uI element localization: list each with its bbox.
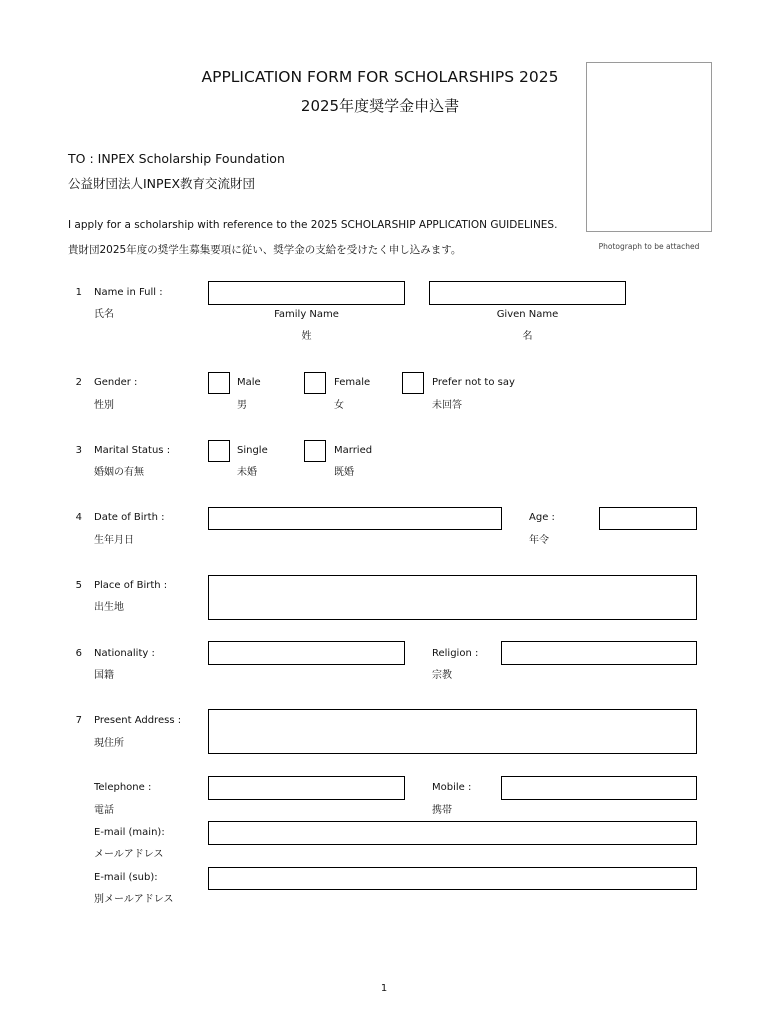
- gender-unspecified-label-en: Prefer not to say: [432, 377, 515, 388]
- addressee-jp: 公益財団法人INPEX教育交流財団: [68, 176, 256, 191]
- birth-date-label-en: Date of Birth :: [94, 512, 165, 523]
- marital-label-en: Marital Status :: [94, 445, 171, 456]
- email-main-label-en: E-mail (main):: [94, 827, 165, 838]
- email-sub-label-en: E-mail (sub):: [94, 872, 158, 883]
- birth-place-input[interactable]: [208, 575, 697, 620]
- marital-single-label-jp: 未婚: [237, 467, 257, 478]
- gender-female-label-en: Female: [334, 377, 371, 388]
- telephone-label-en: Telephone :: [94, 782, 152, 793]
- email-sub-label-jp: 別メールアドレス: [94, 894, 174, 905]
- section-number: 7: [75, 715, 82, 726]
- marital-label-jp: 婚姻の有無: [94, 467, 144, 478]
- gender-female-label-jp: 女: [334, 400, 344, 411]
- religion-label-jp: 宗教: [432, 670, 452, 681]
- marital-married-label-en: Married: [334, 445, 373, 456]
- gender-male-label-jp: 男: [237, 400, 247, 411]
- photo-box[interactable]: [586, 62, 712, 232]
- declaration-jp: 貴財団2025年度の奨学生募集要項に従い、奨学金の支給を受けたく申し込みます。: [68, 244, 462, 256]
- marital-single-label-en: Single: [237, 445, 268, 456]
- family-name-caption-jp: 姓: [301, 331, 312, 342]
- religion-input[interactable]: [501, 641, 697, 665]
- section-number: 5: [75, 580, 82, 591]
- mobile-label-en: Mobile :: [432, 782, 472, 793]
- birth-date-label-jp: 生年月日: [94, 535, 134, 546]
- page-number: 1: [380, 983, 388, 994]
- gender-female-checkbox[interactable]: [304, 372, 326, 394]
- gender-unspecified-label-jp: 未回答: [432, 400, 462, 411]
- nationality-label-en: Nationality :: [94, 648, 155, 659]
- address-label-jp: 現住所: [94, 738, 124, 749]
- section-number: 3: [75, 445, 82, 456]
- address-label-en: Present Address :: [94, 715, 182, 726]
- gender-label-jp: 性別: [94, 400, 114, 411]
- name-label-en: Name in Full :: [94, 287, 163, 298]
- birth-date-input[interactable]: [208, 507, 502, 530]
- form-title-en: APPLICATION FORM FOR SCHOLARSHIPS 2025: [201, 68, 559, 86]
- family-name-input[interactable]: [208, 281, 405, 305]
- given-name-input[interactable]: [429, 281, 626, 305]
- email-main-label-jp: メールアドレス: [94, 849, 164, 860]
- gender-label-en: Gender :: [94, 377, 138, 388]
- section-number: 2: [75, 377, 82, 388]
- section-number: 1: [75, 287, 82, 298]
- marital-married-label-jp: 既婚: [334, 467, 354, 478]
- address-input[interactable]: [208, 709, 697, 754]
- birth-place-label-jp: 出生地: [94, 602, 124, 613]
- given-name-caption-jp: 名: [522, 331, 533, 342]
- birth-place-label-en: Place of Birth :: [94, 580, 168, 591]
- declaration-en: I apply for a scholarship with reference to the 2025 SCHOLARSHIP APPLICATION GUIDELINES.: [68, 219, 558, 231]
- nationality-input[interactable]: [208, 641, 405, 665]
- age-label-jp: 年令: [529, 535, 549, 546]
- email-main-input[interactable]: [208, 821, 697, 845]
- section-number: 4: [75, 512, 82, 523]
- name-label-jp: 氏名: [94, 309, 114, 320]
- photo-caption: Photograph to be attached: [598, 242, 700, 251]
- email-sub-input[interactable]: [208, 867, 697, 890]
- telephone-label-jp: 電話: [94, 805, 114, 816]
- age-input[interactable]: [599, 507, 697, 530]
- gender-male-checkbox[interactable]: [208, 372, 230, 394]
- addressee-en: TO : INPEX Scholarship Foundation: [68, 151, 285, 166]
- family-name-caption-en: Family Name: [274, 309, 339, 320]
- section-number: 6: [75, 648, 82, 659]
- marital-single-checkbox[interactable]: [208, 440, 230, 462]
- given-name-caption-en: Given Name: [496, 309, 559, 320]
- mobile-label-jp: 携帯: [432, 805, 452, 816]
- religion-label-en: Religion :: [432, 648, 479, 659]
- nationality-label-jp: 国籍: [94, 670, 114, 681]
- mobile-input[interactable]: [501, 776, 697, 800]
- age-label-en: Age :: [529, 512, 555, 523]
- gender-male-label-en: Male: [237, 377, 261, 388]
- form-title-jp: 2025年度奨学金申込書: [300, 97, 460, 115]
- marital-married-checkbox[interactable]: [304, 440, 326, 462]
- telephone-input[interactable]: [208, 776, 405, 800]
- gender-unspecified-checkbox[interactable]: [402, 372, 424, 394]
